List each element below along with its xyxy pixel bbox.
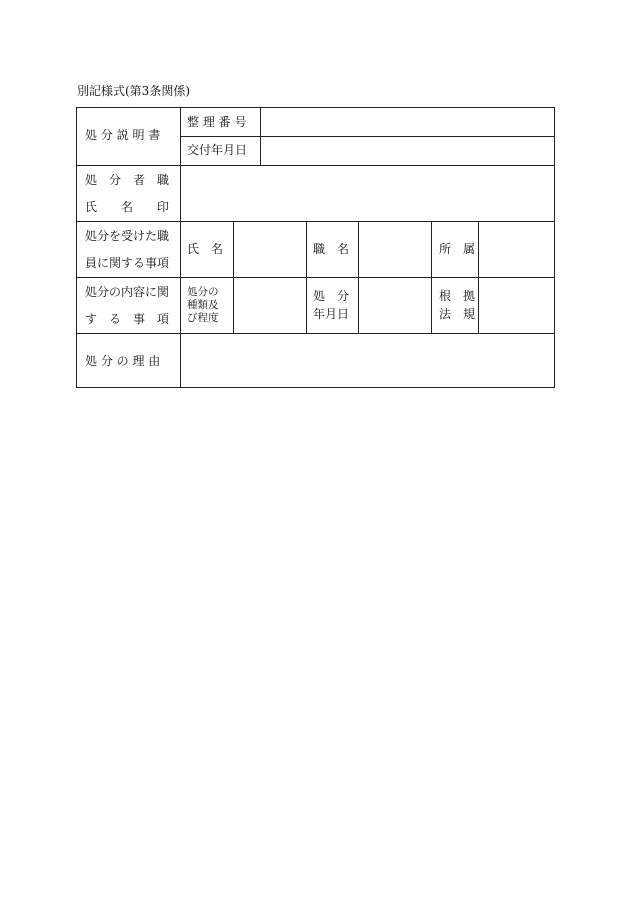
shurui-field[interactable] [235, 278, 305, 333]
shobun-date-label-line1: 処 分 [313, 289, 350, 303]
form-caption: 別記様式(第3条関係) [77, 84, 190, 98]
grid-line [233, 221, 234, 333]
konkyo-label-line1: 根 拠 [439, 289, 476, 303]
konkyo-label-line2: 法 規 [439, 307, 476, 321]
shurui-label-line2: 種類及 [187, 299, 219, 311]
grid-line [431, 221, 432, 333]
seiri-bango-field[interactable] [262, 109, 554, 136]
employee-label-line2: 員に関する事項 [85, 256, 170, 270]
content-label-line1: 処分の内容に関 [85, 285, 170, 299]
disposition-statement-form [76, 107, 555, 388]
shurui-label-line3: び程度 [187, 312, 219, 324]
shurui-label-line1: 処分の [187, 286, 219, 298]
grid-line [478, 221, 479, 333]
grid-line [306, 221, 307, 333]
kofu-date-field[interactable] [262, 137, 554, 165]
shobunsha-field[interactable] [182, 166, 554, 221]
name-field[interactable] [235, 222, 305, 277]
employee-label-line1: 処分を受けた職 [85, 229, 170, 243]
reason-label: 処 分 の 理 由 [85, 354, 161, 368]
shokumei-label: 職 名 [313, 242, 350, 256]
grid-line [180, 108, 181, 388]
shokumei-field[interactable] [360, 222, 430, 277]
shozoku-label: 所 属 [439, 242, 476, 256]
content-label-line2: す る 事 項 [85, 312, 170, 326]
form-title: 処 分 説 明 書 [85, 128, 161, 142]
kofu-date-label: 交付年月日 [187, 143, 248, 157]
name-label: 氏 名 [187, 242, 224, 256]
shobun-date-label-line2: 年月日 [313, 307, 350, 321]
shobunsha-label-line2: 氏 名 印 [85, 200, 170, 214]
seiri-bango-label: 整 理 番 号 [187, 115, 247, 129]
shobunsha-label-line1: 処 分 者 職 [85, 173, 170, 187]
reason-field[interactable] [182, 334, 554, 387]
grid-line [358, 221, 359, 333]
shobun-date-field[interactable] [360, 278, 430, 333]
konkyo-field[interactable] [480, 278, 554, 333]
shozoku-field[interactable] [480, 222, 554, 277]
